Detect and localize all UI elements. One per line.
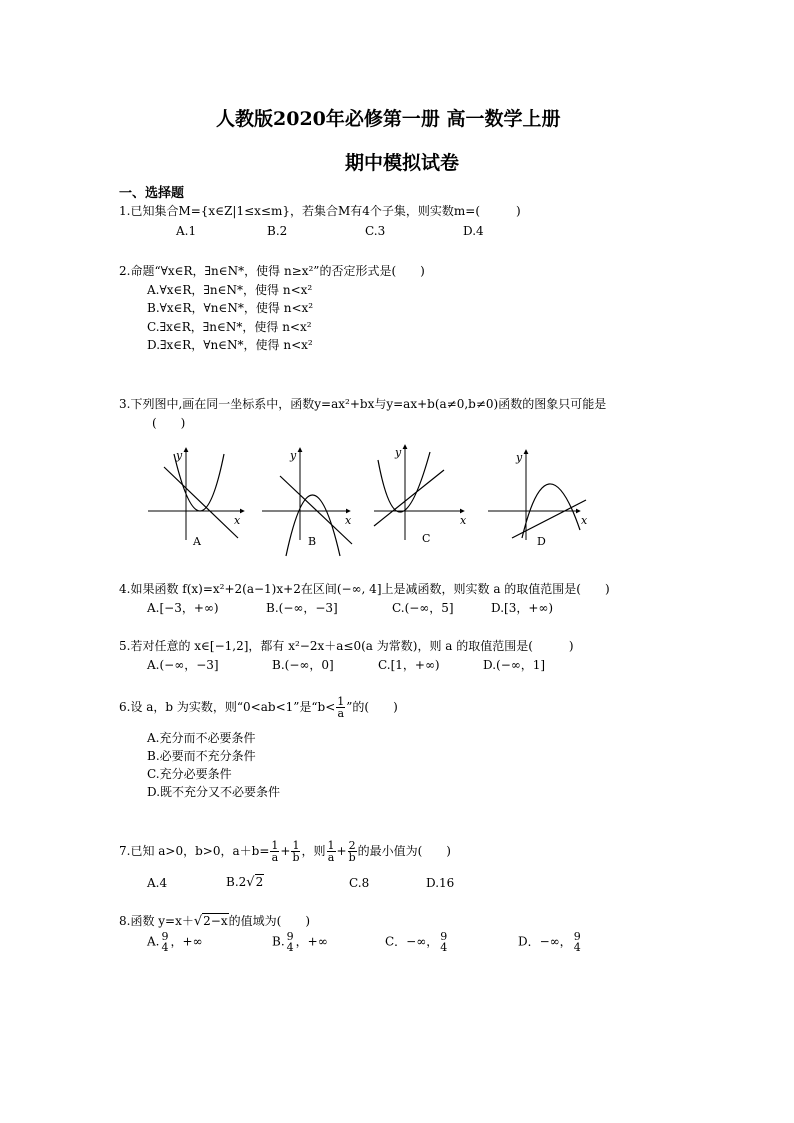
question-7-frac-3: $\frac{1}{a}$ xyxy=(327,839,335,864)
graph-c-x-label: x xyxy=(460,514,467,527)
question-6-stem xyxy=(119,696,398,719)
question-1-option-d: D.4 xyxy=(463,224,484,238)
section-heading: 一、选择题 xyxy=(119,186,185,201)
question-7-option-d: D.16 xyxy=(426,876,455,890)
question-7-option-c: C.8 xyxy=(349,876,370,890)
question-1-option-b: B.2 xyxy=(267,224,288,238)
question-2-option-c: C.∃x∈R，∃n∈N*，使得 n<x² xyxy=(147,320,312,334)
question-7-pre: 7.已知 a>0，b>0，a＋b= xyxy=(119,844,270,858)
question-5-stem: 5.若对任意的 x∈[−1,2]，都有 x²−2x＋a≤0(a 为常数)，则 a 的取值范围是( ) xyxy=(119,639,574,653)
graph-c xyxy=(374,445,467,540)
question-7-stem: 7.已知 a>0，b>0，a＋b= $\frac{1}{a}$ + $\frac{1}{b}$ ，则 $\frac{1}{a}$ + $\frac{2}{b}$ 的最小值为( ) xyxy=(119,839,451,864)
question-6-fraction: $\frac{1}{a}$ xyxy=(337,695,345,720)
question-1-option-a: A.1 xyxy=(176,224,197,238)
question-7-post: 的最小值为( ) xyxy=(357,844,451,858)
question-7-frac-4: $\frac{2}{b}$ xyxy=(348,839,356,864)
question-8-stem: 8.函数 y=x＋√2−x的值域为( ) xyxy=(119,914,311,929)
graph-a-x-label: x xyxy=(234,514,241,527)
graph-a xyxy=(148,448,244,540)
question-6-option-c: C.充分必要条件 xyxy=(147,767,232,781)
graph-d-label: D xyxy=(537,535,546,548)
question-2-option-d: D.∃x∈R，∀n∈N*，使得 n<x² xyxy=(147,338,313,352)
question-2-stem: 2.命题“∀x∈R，∃n∈N*，使得 n≥x²”的否定形式是( ) xyxy=(119,264,425,278)
graph-b xyxy=(262,448,352,556)
graph-c-y-label: y xyxy=(395,446,402,459)
question-1-option-c: C.3 xyxy=(365,224,386,238)
graph-b-label: B xyxy=(308,535,317,548)
question-1-stem: 1.已知集合M={x∈Z|1≤x≤m}，若集合M有4个子集，则实数m=( ) xyxy=(119,204,521,218)
question-7-frac-1: $\frac{1}{a}$ xyxy=(271,839,279,864)
question-8-option-c: C．−∞， 9 4 xyxy=(385,930,448,954)
question-7-frac-2: $\frac{1}{b}$ xyxy=(292,839,300,864)
question-5-option-a: A.(−∞，−3] xyxy=(147,658,219,672)
question-6-option-d: D.既不充分又不必要条件 xyxy=(147,785,281,799)
graph-a-label: A xyxy=(193,535,201,548)
title-line-1: 人教版2020年必修第一册 高一数学上册 xyxy=(216,108,561,130)
graph-b-y-label: y xyxy=(290,449,297,462)
question-6-stem-post: ”的( ) xyxy=(346,700,398,714)
question-5-option-b: B.(−∞，0] xyxy=(272,658,334,672)
question-4-option-c: C.(−∞，5] xyxy=(392,601,454,615)
question-8-option-b: B. 9 4 ，+∞ xyxy=(272,930,328,954)
question-7-mid: ，则 xyxy=(301,844,326,858)
question-3-paren: ( ) xyxy=(152,416,186,430)
graph-d xyxy=(488,450,586,540)
question-6-option-b: B.必要而不充分条件 xyxy=(147,749,256,763)
title-line-2: 期中模拟试卷 xyxy=(345,152,460,174)
graph-b-x-label: x xyxy=(345,514,352,527)
question-5-option-d: D.(−∞，1] xyxy=(483,658,546,672)
question-4-stem: 4.如果函数 f(x)=x²+2(a−1)x+2在区间(−∞, 4]上是减函数，则实数 a 的取值范围是( ) xyxy=(119,582,610,596)
question-7-option-a: A.4 xyxy=(147,876,168,890)
question-7-option-b: B.2√2 xyxy=(226,875,264,890)
question-2-option-b: B.∀x∈R，∀n∈N*，使得 n<x² xyxy=(147,301,314,315)
question-6-stem-pre: 6.设 a，b 为实数，则“0<ab<1”是“b< xyxy=(119,700,336,714)
graph-a-y-label: y xyxy=(176,449,183,462)
question-8-option-d: D．−∞， 9 4 xyxy=(518,930,581,954)
graph-d-y-label: y xyxy=(516,451,523,464)
question-4-option-a: A.[−3，+∞) xyxy=(147,601,219,615)
question-4-option-d: D.[3，+∞) xyxy=(491,601,554,615)
question-8-option-a: A. 9 4 ，+∞ xyxy=(147,930,203,954)
graph-d-x-label: x xyxy=(581,514,588,527)
question-3-graphs xyxy=(140,440,600,558)
question-4-option-b: B.(−∞，−3] xyxy=(266,601,338,615)
question-2-option-a: A.∀x∈R，∃n∈N*，使得 n<x² xyxy=(147,283,313,297)
question-3-stem: 3.下列图中,画在同一坐标系中，函数y=ax²+bx与y=ax+b(a≠0,b≠0)函数的图象只可能是 xyxy=(119,397,607,411)
graph-c-label: C xyxy=(422,532,431,545)
question-5-option-c: C.[1，+∞) xyxy=(378,658,440,672)
question-6-option-a: A.充分而不必要条件 xyxy=(147,731,256,745)
